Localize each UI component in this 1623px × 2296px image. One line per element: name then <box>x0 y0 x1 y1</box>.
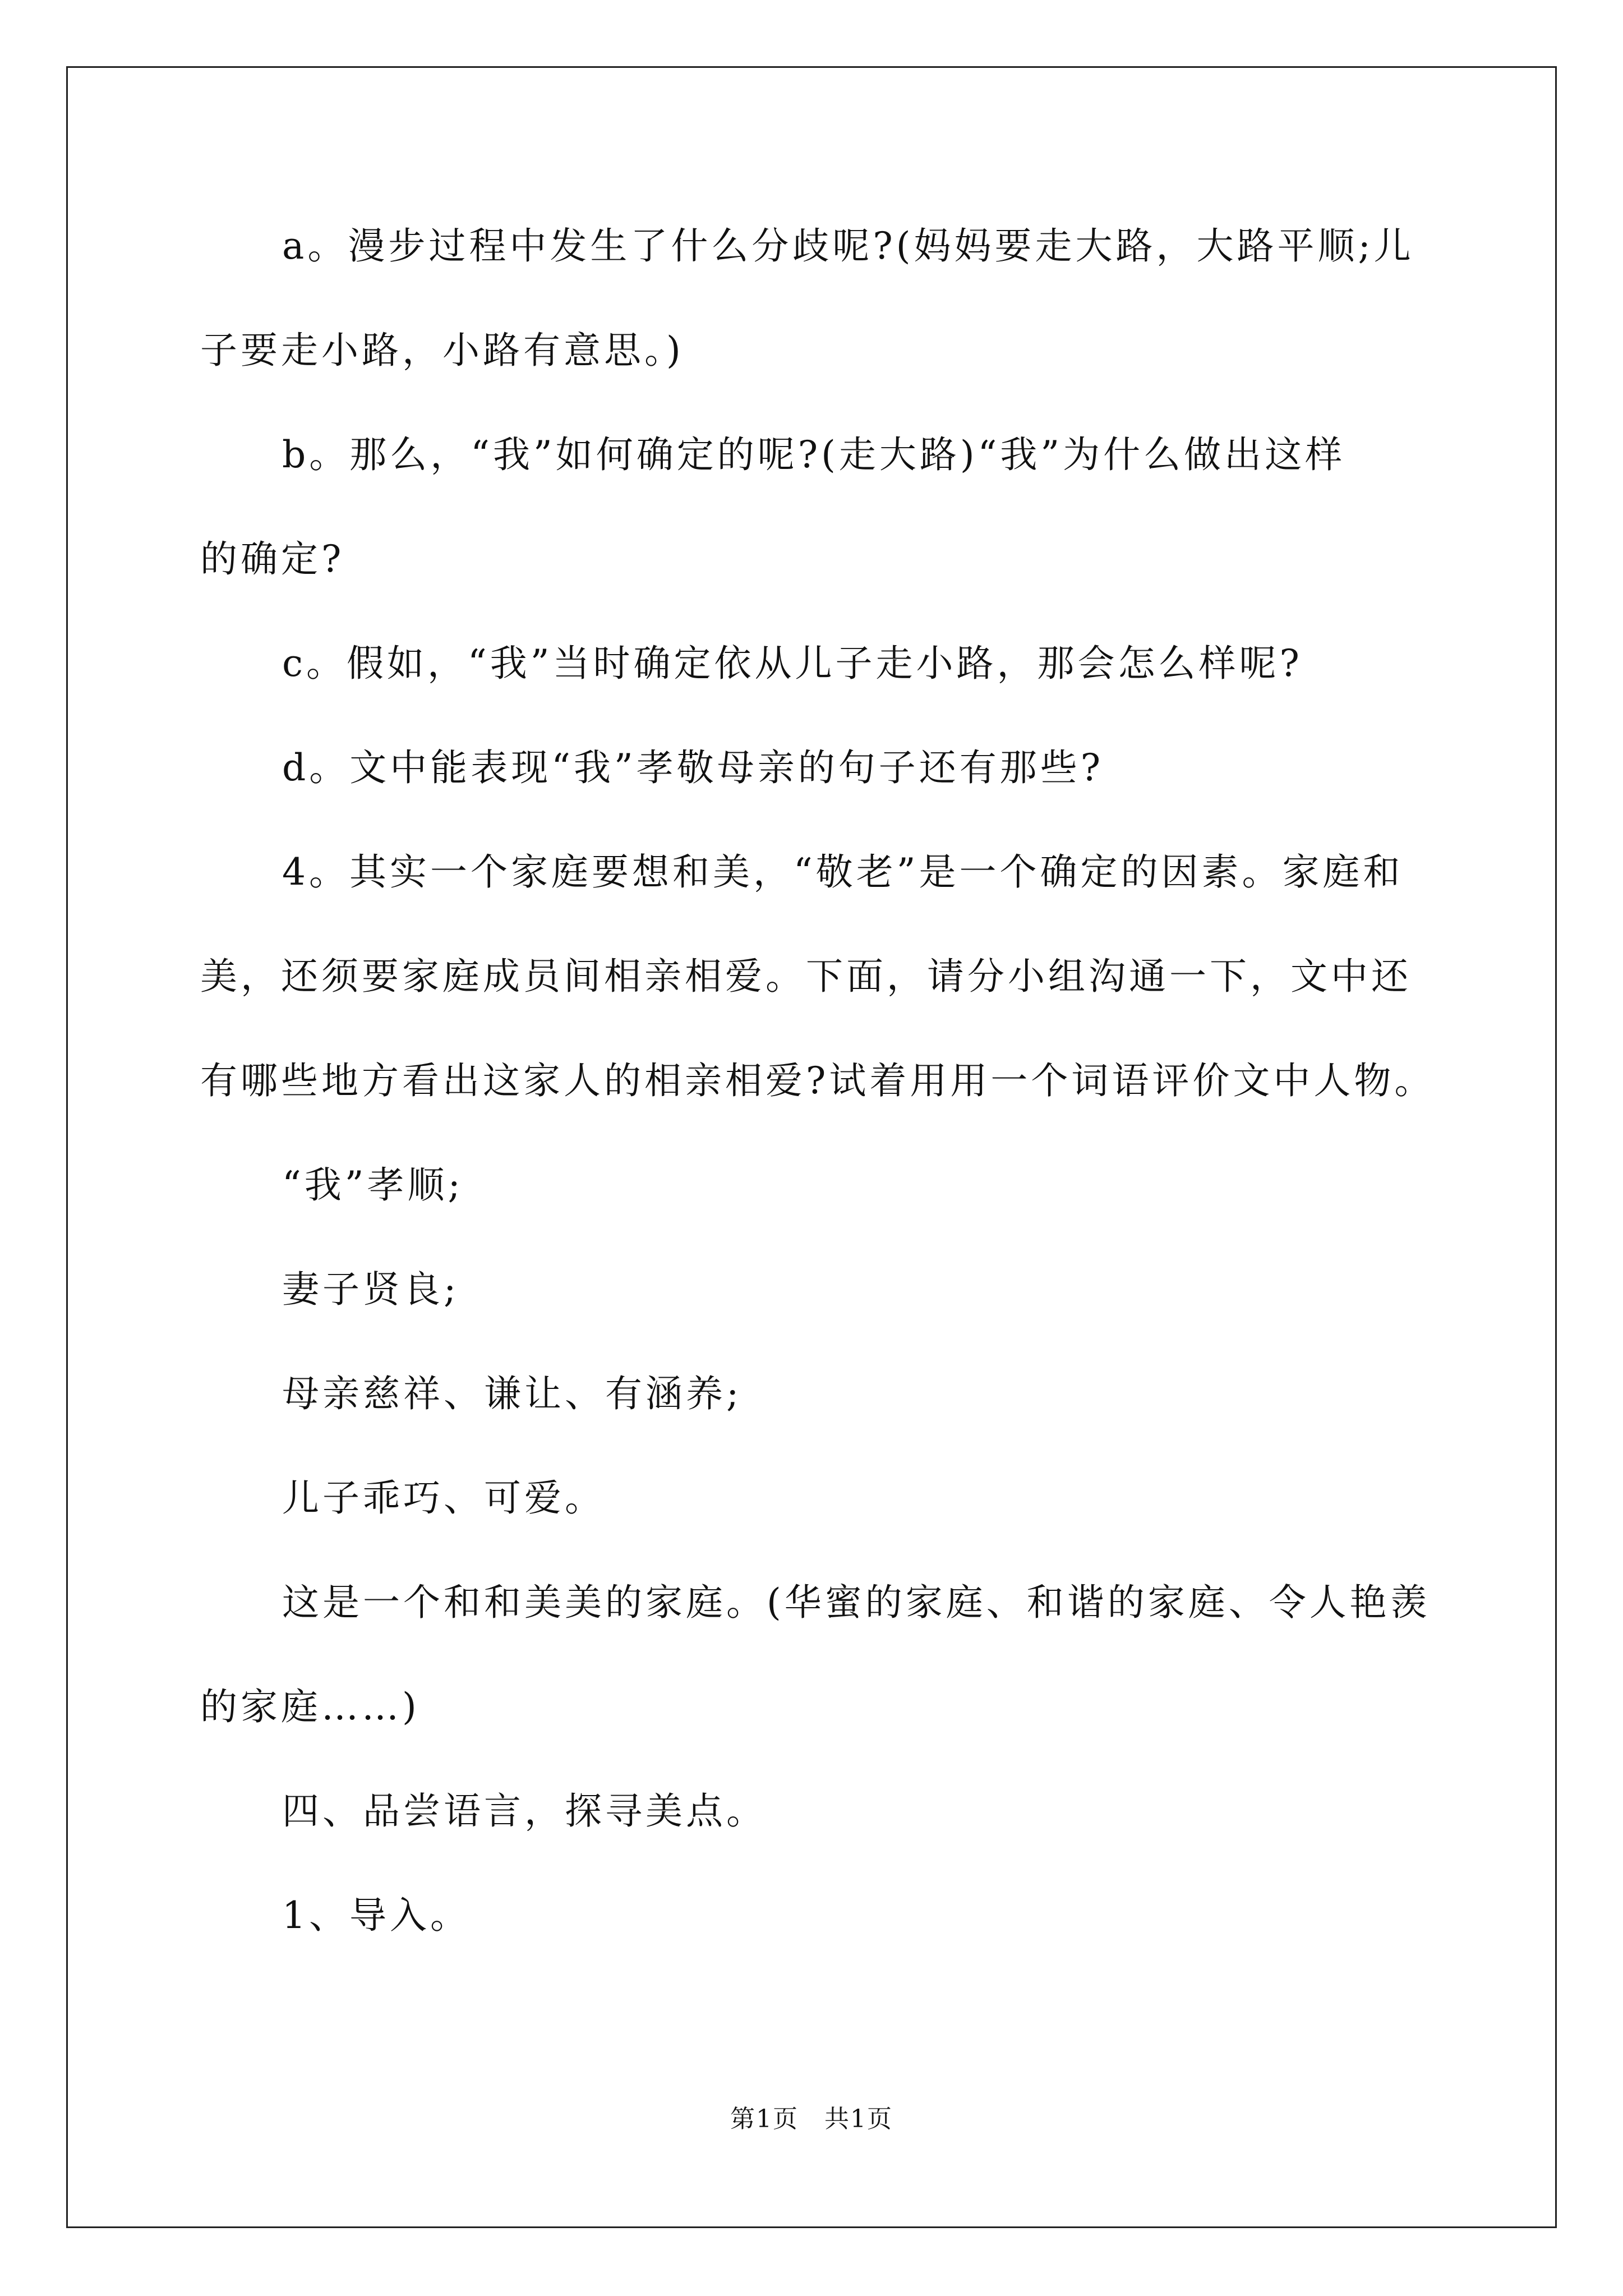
paragraph-line: 美，还须要家庭成员间相亲相爱。下面，请分小组沟通一下，文中还 <box>200 955 1412 998</box>
paragraph-line: 的确定? <box>200 537 345 581</box>
paragraph-line: 这是一个和和美美的家庭。(华蜜的家庭、和谐的家庭、令人艳羡 <box>282 1581 1431 1624</box>
paragraph-line: “我”孝顺; <box>282 1163 464 1207</box>
paragraph-line: 的家庭……) <box>200 1685 420 1728</box>
paragraph-line: 子要走小路，小路有意思。) <box>200 329 684 372</box>
paragraph-line: 1、导入。 <box>282 1894 471 1937</box>
paragraph-line: 妻子贤良; <box>282 1268 460 1311</box>
page-number-footer: 第1页 共1页 <box>730 2105 893 2133</box>
paragraph-line: a。漫步过程中发生了什么分歧呢?(妈妈要走大路，大路平顺;儿 <box>282 224 1414 268</box>
paragraph-line: 儿子乖巧、可爱。 <box>282 1476 605 1520</box>
paragraph-line: 4。其实一个家庭要想和美，“敬老”是一个确定的因素。家庭和 <box>282 850 1404 894</box>
paragraph-line: c。假如，“我”当时确定依从儿子走小路，那会怎么样呢? <box>282 642 1303 685</box>
paragraph-line: b。那么，“我”如何确定的呢?(走大路)“我”为什么做出这样 <box>282 433 1346 476</box>
paragraph-line: 有哪些地方看出这家人的相亲相爱?试着用用一个词语评价文中人物。 <box>200 1059 1435 1102</box>
paragraph-line: d。文中能表现“我”孝敬母亲的句子还有那些? <box>282 746 1104 789</box>
document-body <box>200 220 1435 1994</box>
paragraph-line: 母亲慈祥、谦让、有涵养; <box>282 1372 743 1415</box>
section-heading: 四、品尝语言，探寻美点。 <box>282 1789 767 1833</box>
